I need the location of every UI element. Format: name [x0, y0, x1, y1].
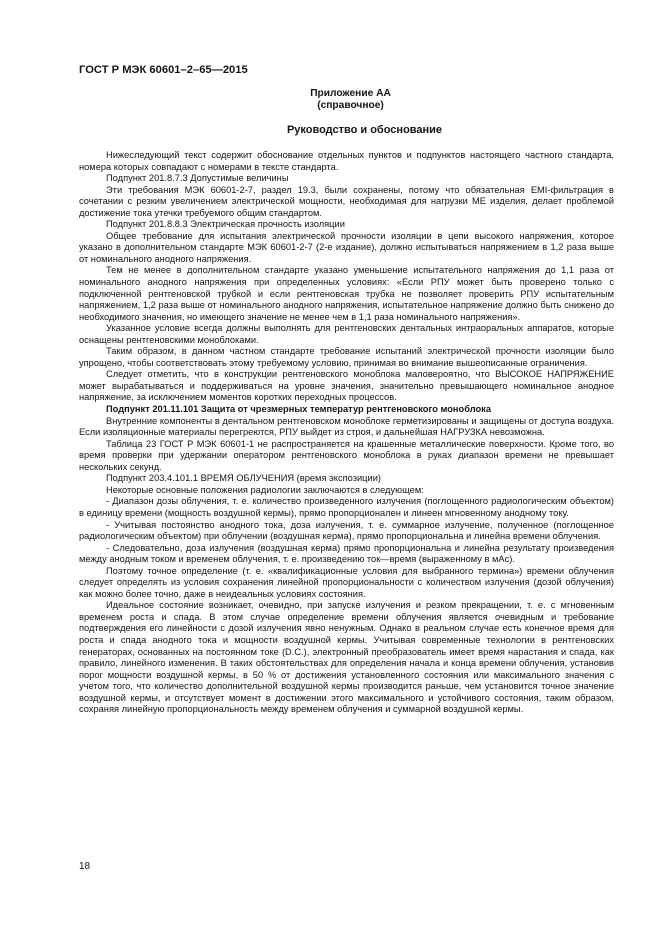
list-item: - Диапазон дозы облучения, т. е. количество произведенного излучения (поглощенного радиологическим объектом) в единицу времени (мощность воздушной кермы), прямо пропорционален и линеен мгновенному анодному току.: [79, 496, 614, 518]
appendix-block: [0, 88, 661, 112]
appendix-title: Приложение АА: [310, 88, 391, 99]
document-header: ГОСТ Р МЭК 60601–2–65—2015: [79, 64, 248, 76]
paragraph: Эти требования МЭК 60601-2-7, раздел 19.3, были сохранены, потому что обязательная EMI-фильтрация в сочетании с резким увеличением электрической мощности, необходимая для нагрузки МЕ изделия, делает проблемой достижение тока утечки требуемого общим стандартом.: [79, 184, 614, 218]
paragraph: Нижеследующий текст содержит обоснование отдельных пунктов и подпунктов настоящего частного стандарта, номера которых совпадают с номерами в тексте стандарта.: [79, 150, 614, 172]
paragraph: Идеальное состояние возникает, очевидно, при запуске излучения и резком прекращении, т. е. с мгновенным временем роста и спада. В этом случае определение времени облучения является очевидным и требование подтверждения его линейности с дозой излучения явно ненужным. Однако в реальном случае есть конечное время для роста и спада анодного тока и мощности воздушной кермы. Учитывая современные технологии в рентгеновских генераторах, основанных на постоянном токе (D.C.), электронный преобразователь имеет время нарастания и спада, как правило, линейного изменения. В таких обстоятельствах для определения начала и конца времени облучения, установив порог мощности воздушной кермы, в 50 % от достижения установленного состояния или максимального значения с учетом того, что количество дополнительной воздушной кермы производится раньше, чем установится точное значение воздушной кермы, и отсутствует момент в достижении этого максимального и устойчивого состояния, таким образом, сохраняя линейную пропорциональность между временем облучения и суммарной воздушной кермы.: [79, 600, 614, 715]
paragraph: Поэтому точное определение (т. е. «квалификационные условия для выбранного термина») времени облучения следует определять из условия сохранения линейной пропорциональности с количеством излучения (дозой облучения) как можно более точно, даже в неидеальных условиях состояния.: [79, 565, 614, 599]
paragraph: Подпункт 201.8.8.3 Электрическая прочность изоляции: [106, 219, 345, 230]
list-item: - Учитывая постоянство анодного тока, доза излучения, т. е. суммарное излучение, полученное (поглощенное радиологическим объектом) при облучении (воздушная керма), прямо пропорциональна и линейна времени облучения.: [79, 519, 614, 542]
paragraph: Таблица 23 ГОСТ Р МЭК 60601-1 не распространяется на крашенные металлические поверхности. Кроме того, во время проверки при удержании оператором рентгеновского моноблока в руках диапазон времени не превышает нескольких секунд.: [79, 438, 614, 472]
body-text: [79, 150, 614, 716]
paragraph: Таким образом, в данном частном стандарте требование испытаний электрической прочности изоляции было упрощено, чтобы соответствовать этому требуемому условию, принимая во внимание вышеописанные ограничения.: [79, 346, 614, 368]
paragraph: Следует отметить, что в конструкции рентгеновского моноблока маловероятно, что ВЫСОКОЕ НАПРЯЖЕНИЕ может вырабатываться и поддерживаться на уровне значения, значительно превышающего номинальное анодное напряжение, за исключением моментов коротких переходных процессов.: [79, 369, 614, 403]
section-heading: Руководство и обоснование: [286, 124, 443, 136]
paragraph: Подпункт 203.4.101.1 ВРЕМЯ ОБЛУЧЕНИЯ (время экспозиции): [106, 473, 381, 484]
paragraph: Некоторые основные положения радиологии заключаются в следующем:: [106, 484, 424, 495]
appendix-subtitle: (справочное): [317, 100, 384, 111]
list-item: - Следовательно, доза излучения (воздушная керма) прямо пропорциональна и линейна результату произведения между анодным током и временем облучения, т. е. произведению ток—время (выраженному в мАс).: [79, 542, 614, 565]
subclause-heading: Подпункт 201.11.101 Защита от чрезмерных температур рентгеновского моноблока: [106, 404, 492, 415]
paragraph: Общее требование для испытания электрической прочности изоляции в цепи высокого напряжения, которое указано в дополнительном стандарте МЭК 60601-2-7 (2-е издание), должно испытываться напряжением в 1,2 раза выше от номинального анодного напряжения.: [79, 230, 614, 264]
paragraph: Указанное условие всегда должны выполнять для рентгеновских дентальных интраоральных аппаратов, которые оснащены рентгеновскими моноблоками.: [79, 323, 614, 345]
paragraph: Тем не менее в дополнительном стандарте указано уменьшение испытательного напряжения до 1,1 раза от номинального анодного напряжения при определенных условиях: «Если РПУ может быть проверено только с подключенной рентгеновской трубкой и если рентгеновская трубка не позволяет проверить РПУ испытательным напряжением, 1,2 раза выше от номинального анодного напряжения, испытательное напряжение должно быть снижено до необходимого значения, но имеющего значение не менее чем в 1,1 раза номинального напряжения».: [79, 265, 614, 322]
paragraph: Внутренние компоненты в дентальном рентгеновском моноблоке герметизированы и защищены от доступа воздуха. Если изоляционные материалы перегреются, РПУ выйдет из строя, и дальнейшая НАГРУЗКА невозможна.: [79, 415, 614, 438]
paragraph: Подпункт 201.8.7.3 Допустимые величины: [106, 173, 289, 184]
page-number: 18: [79, 861, 91, 872]
